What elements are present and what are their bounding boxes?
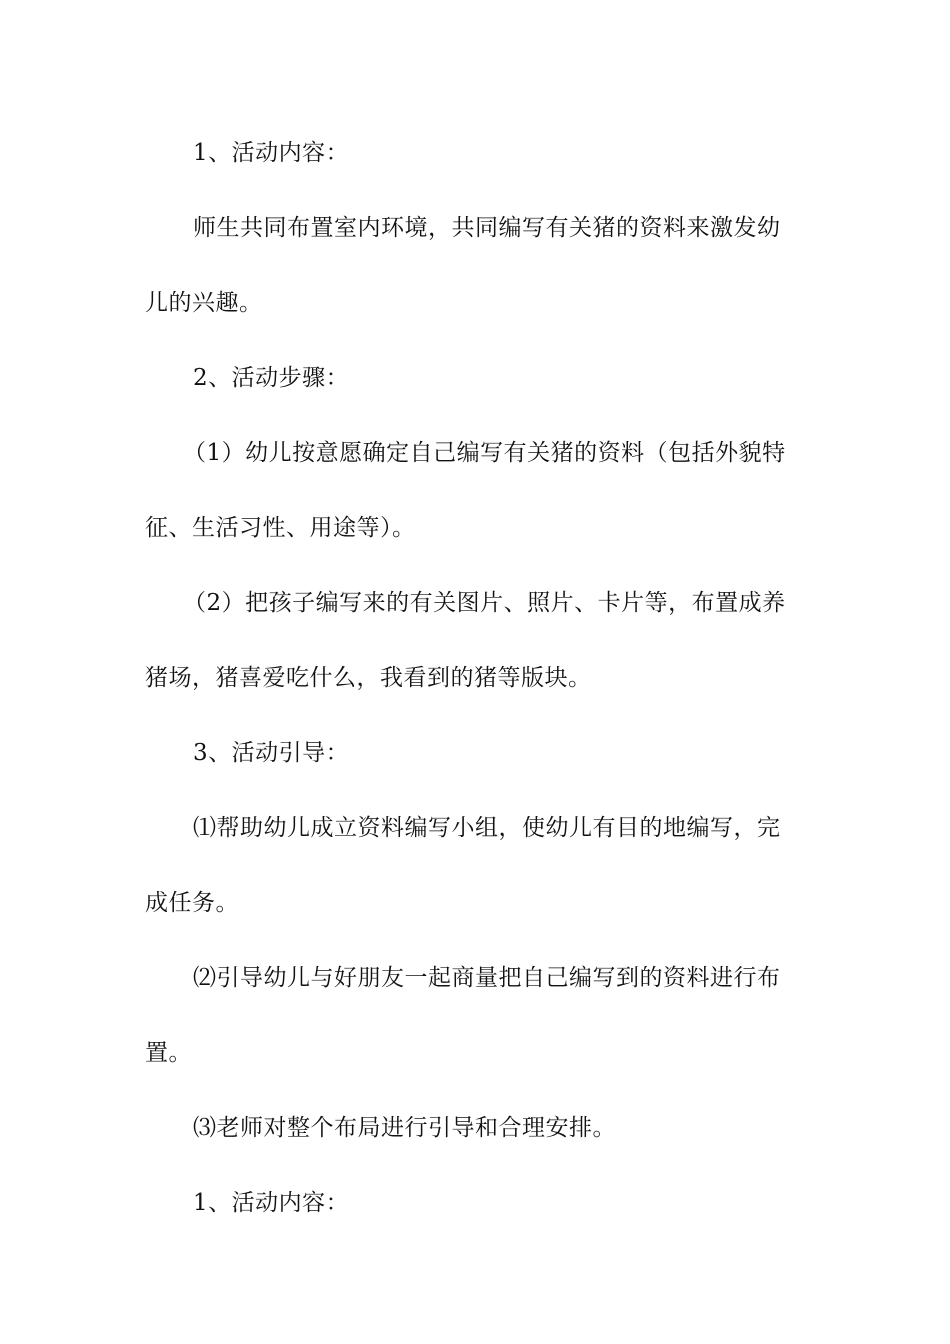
paragraph-line: 儿的兴趣。 (145, 290, 263, 316)
paragraph-line: ⑴帮助幼儿成立资料编写小组，使幼儿有目的地编写，完 (193, 815, 781, 841)
paragraph-line: （1）幼儿按意愿确定自己编写有关猪的资料（包括外貌特 (183, 440, 786, 466)
paragraph-line: 师生共同布置室内环境，共同编写有关猪的资料来激发幼 (193, 215, 781, 241)
section-heading: 2、活动步骤： (193, 365, 350, 391)
section-heading: 1、活动内容： (193, 140, 350, 166)
section-heading: 3、活动引导： (193, 740, 350, 766)
paragraph-line: 猪场，猪喜爱吃什么，我看到的猪等版块。 (145, 665, 592, 691)
paragraph-line: ⑵引导幼儿与好朋友一起商量把自己编写到的资料进行布 (193, 965, 781, 991)
section-heading: 1、活动内容： (193, 1190, 350, 1216)
paragraph-line: 征、生活习性、用途等）。 (145, 515, 416, 541)
paragraph-line: 置。 (145, 1040, 192, 1066)
paragraph-line: （2）把孩子编写来的有关图片、照片、卡片等，布置成养 (183, 590, 786, 616)
paragraph-line: ⑶老师对整个布局进行引导和合理安排。 (193, 1115, 616, 1141)
paragraph-line: 成任务。 (145, 890, 239, 916)
